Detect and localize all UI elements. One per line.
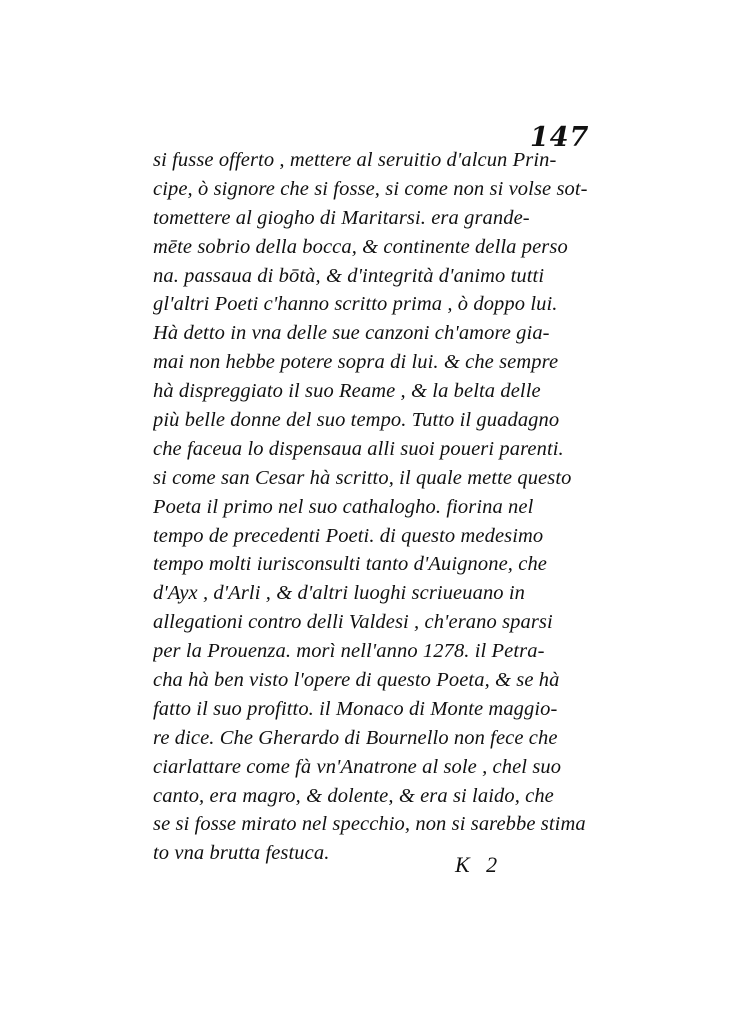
text-line: che faceua lo dispensaua alli suoi poueri parenti.	[153, 437, 564, 460]
text-line: Poeta il primo nel suo cathalogho. fiorina nel	[153, 495, 534, 518]
text-line: tempo molti iurisconsulti tanto d'Auignone, che	[153, 553, 547, 576]
text-line: se si fosse mirato nel specchio, non si sarebbe stima	[153, 813, 586, 836]
text-line: si fusse offerto , mettere al seruitio d'alcun Prin-	[153, 149, 557, 171]
text-line: tempo de precedenti Poeti. di questo medesimo	[153, 524, 544, 547]
text-line: per la Prouenza. morì nell'anno 1278. il Petra-	[153, 640, 545, 663]
text-line: canto, era magro, & dolente, & era si laido, che	[153, 784, 554, 807]
text-line: mai non hebbe potere sopra di lui. & che sempre	[153, 351, 559, 374]
text-line: cipe, ò signore che si fosse, si come non si volse sot-	[153, 177, 588, 200]
text-line: gl'altri Poeti c'hanno scritto prima , ò doppo lui.	[153, 293, 558, 316]
text-line: hà dispreggiato il suo Reame , & la belta delle	[153, 380, 541, 403]
body-text	[153, 146, 593, 868]
text-line: to vna brutta festuca.	[153, 842, 330, 865]
text-line: cha hà ben visto l'opere di questo Poeta, & se hà	[153, 669, 560, 692]
text-line: na. passaua di bōtà, & d'integrità d'animo tutti	[153, 264, 545, 287]
text-line: allegationi contro delli Valdesi , ch'erano sparsi	[153, 611, 553, 634]
text-line: fatto il suo profitto. il Monaco di Monte maggio-	[153, 697, 558, 720]
text-line: re dice. Che Gherardo di Bournello non fece che	[153, 726, 558, 749]
text-line: più belle donne del suo tempo. Tutto il guadagno	[153, 409, 560, 432]
text-line: Hà detto in vna delle sue canzoni ch'amore gia-	[153, 322, 550, 345]
page-number: 147	[530, 122, 590, 153]
text-line: si come san Cesar hà scritto, il quale mette questo	[153, 466, 572, 489]
text-line: d'Ayx , d'Arli , & d'altri luoghi scriueuano in	[153, 582, 526, 605]
text-line: mēte sobrio della bocca, & continente della perso	[153, 235, 568, 258]
text-line: tomettere al giogho di Maritarsi. era grande-	[153, 206, 530, 229]
signature-mark: K 2	[455, 852, 498, 877]
text-line: ciarlattare come fà vn'Anatrone al sole , chel suo	[153, 755, 562, 778]
